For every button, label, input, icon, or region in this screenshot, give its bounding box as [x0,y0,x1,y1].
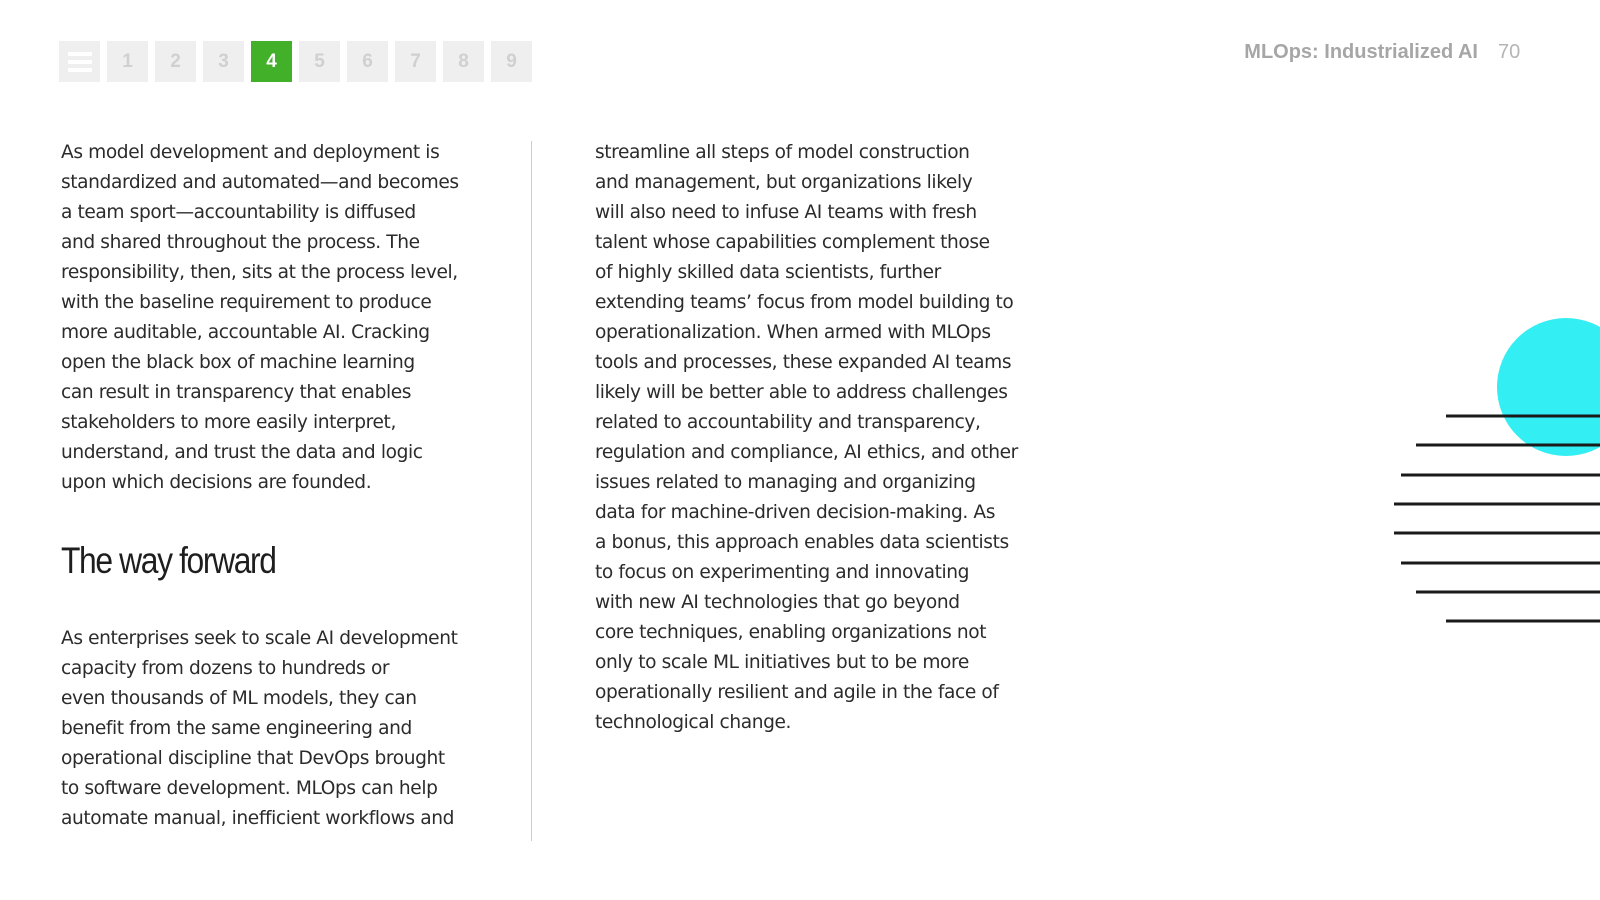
nav-page-5[interactable]: 5 [299,41,340,82]
hamburger-menu-icon [68,52,92,72]
nav-page-2[interactable]: 2 [155,41,196,82]
nav-page-9[interactable]: 9 [491,41,532,82]
right-column [595,138,1025,738]
page-nav [59,41,532,82]
document-title: MLOps: Industrialized AI [1244,41,1478,63]
nav-page-4-active[interactable]: 4 [251,41,292,82]
menu-button[interactable] [59,41,100,82]
decorative-sun-lines-graphic [1380,300,1600,640]
cyan-circle-shape [1497,318,1600,456]
nav-page-8[interactable]: 8 [443,41,484,82]
nav-page-6[interactable]: 6 [347,41,388,82]
column-divider [531,141,532,841]
paragraph-streamline: streamline all steps of model construction and management, but organizations likely will also need to infuse AI teams with fresh talent whose capabilities complement those of highly skilled data scientists, further extending teams’ focus from model building to operationalization. When armed with MLOps tools and processes, these expanded AI teams likely will be better able to address challenges related to accountability and transparency, regulation and compliance, AI ethics, and other issues related to managing and organizing data for machine-driven decision-making. As a bonus, this approach enables data scientists to focus on experimenting and innovating with new AI technologies that go beyond core techniques, enabling organizations not only to scale ML initiatives but to be more operationally resilient and agile in the face of technological change. [595,142,1018,733]
paragraph-enterprises: As enterprises seek to scale AI development capacity from dozens to hundreds or even thousands of ML models, they can benefit from the same engineering and operational discipline that DevOps brought to software development. MLOps can help automate manual, inefficient workflows and [61,628,458,829]
nav-page-3[interactable]: 3 [203,41,244,82]
page-number: 70 [1498,41,1521,63]
nav-page-1[interactable]: 1 [107,41,148,82]
left-column [61,138,491,834]
section-heading: The way forward [61,540,276,581]
nav-page-7[interactable]: 7 [395,41,436,82]
paragraph-accountability: As model development and deployment is standardized and automated—and becomes a team sport—accountability is diffused and shared throughout the process. The responsibility, then, sits at the process level, with the baseline requirement to produce more auditable, accountable AI. Cracking open the black box of machine learning can result in transparency that enables stakeholders to more easily interpret, understand, and trust the data and logic upon which decisions are founded. [61,142,459,493]
